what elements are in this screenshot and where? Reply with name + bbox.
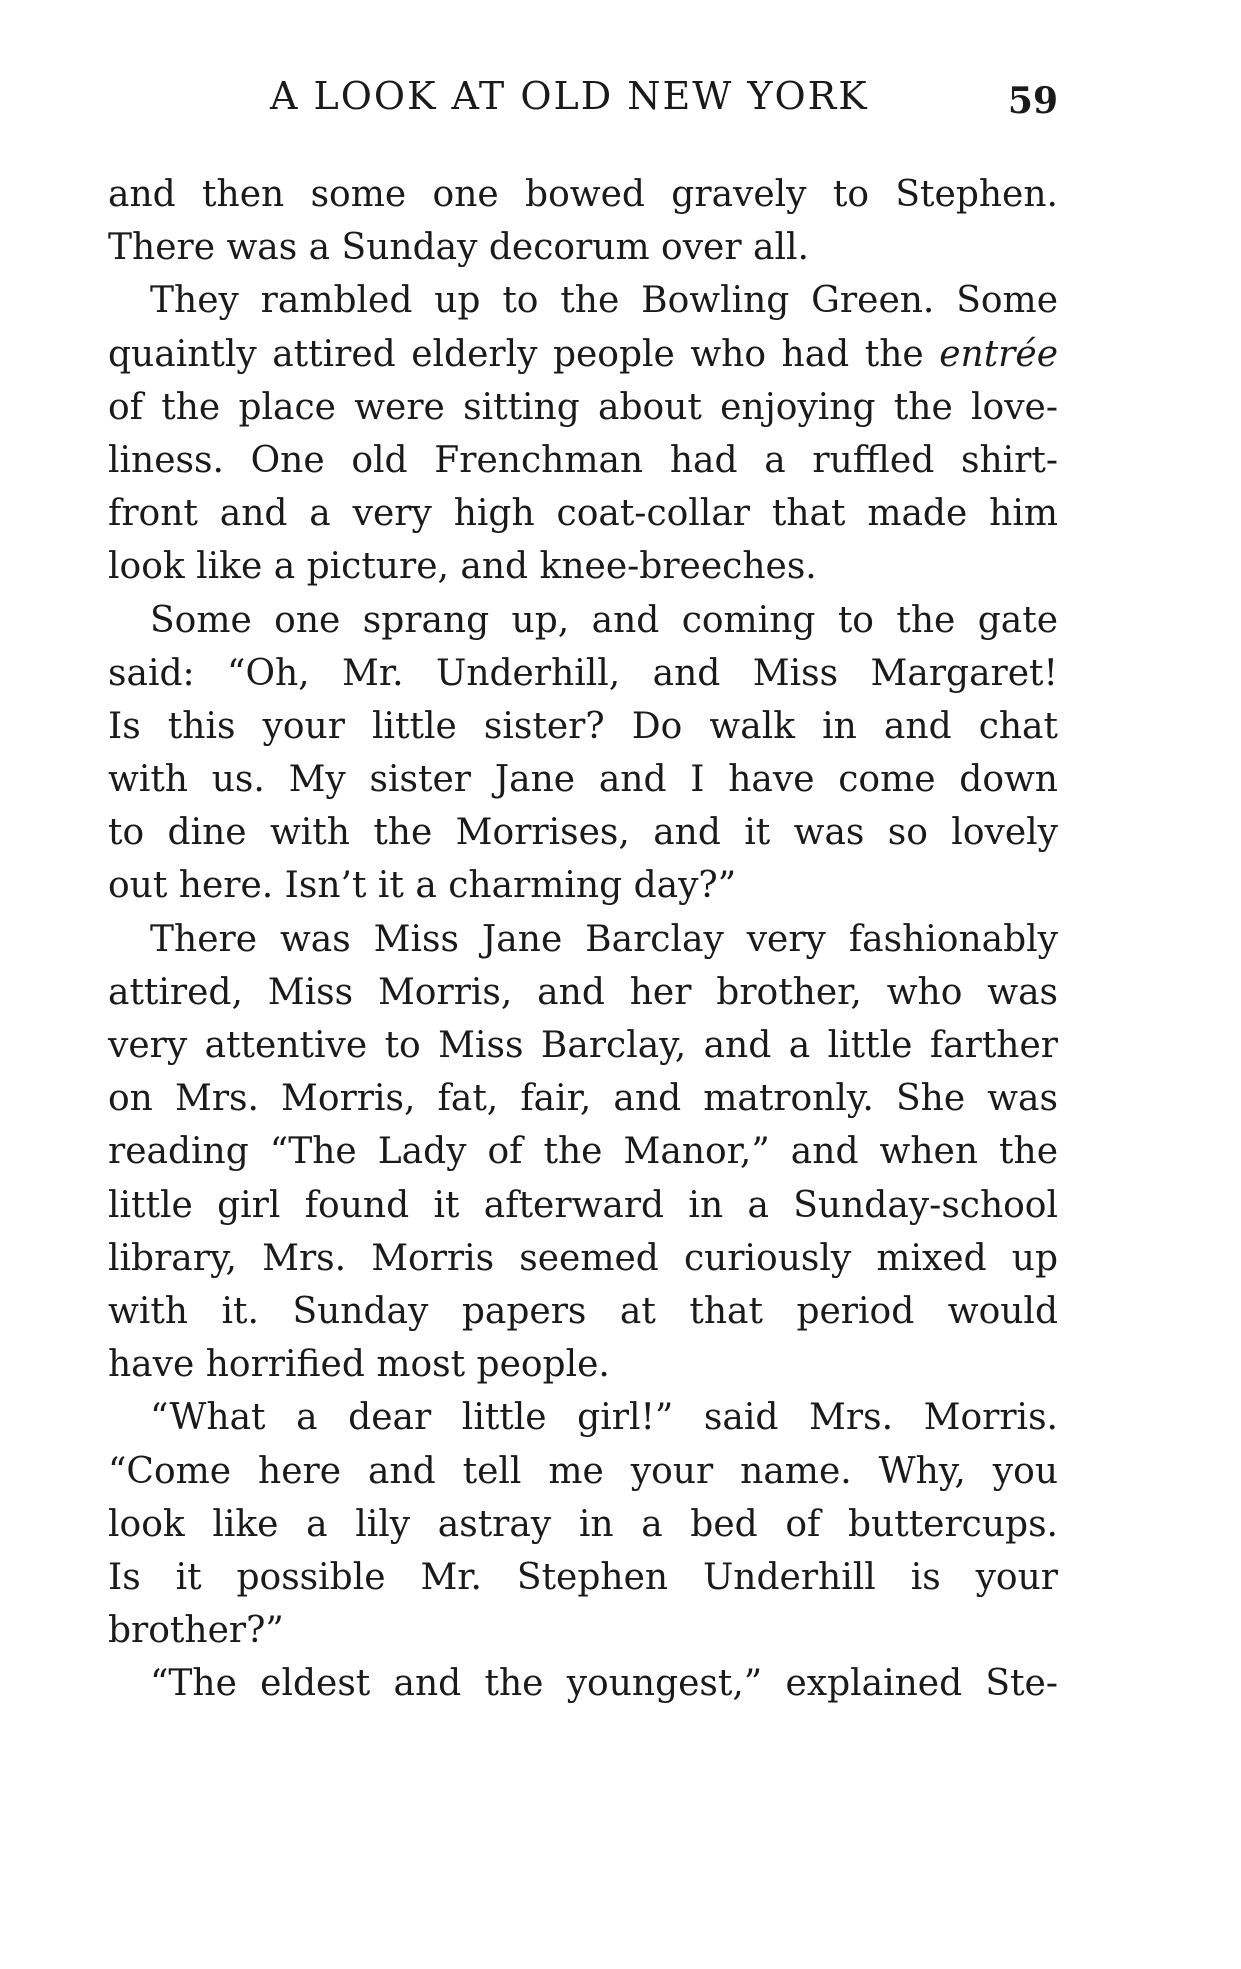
text-line-part: quaintly attired elderly people who had the (108, 333, 924, 375)
text-line: on Mrs. Morris, fat, fair, and matronly. She was (108, 1078, 1058, 1120)
running-title: A LOOK AT OLD NEW YORK (270, 74, 869, 118)
text-line: very attentive to Miss Barclay, and a little farther (108, 1025, 1058, 1066)
text-line: “What a dear little girl!” said Mrs. Morris. (150, 1397, 1058, 1439)
text-line: look like a lily astray in a bed of buttercups. (108, 1503, 1058, 1545)
text-line: There was Miss Jane Barclay very fashionably (150, 918, 1058, 960)
text-line: out here. Isn’t it a charming day?” (108, 865, 737, 907)
text-line: “The eldest and the youngest,” explained Ste- (150, 1663, 1058, 1705)
body-text (108, 168, 1058, 1710)
text-line: front and a very high coat-collar that made him (108, 493, 1058, 535)
text-line: and then some one bowed gravely to Stephen. (108, 174, 1058, 215)
text-line: There was a Sunday decorum over all. (108, 227, 809, 269)
text-line (108, 328, 1058, 381)
text-line: with it. Sunday papers at that period would (108, 1290, 1058, 1332)
text-line: little girl found it afterward in a Sunday-school (108, 1184, 1058, 1226)
text-line: Some one sprang up, and coming to the gate (150, 599, 1058, 641)
page-number: 59 (1007, 80, 1058, 122)
text-line: liness. One old Frenchman had a ruffled shirt- (108, 439, 1058, 481)
text-line: “Come here and tell me your name. Why, you (108, 1450, 1058, 1492)
italic-word: entrée (939, 333, 1058, 375)
text-line: brother?” (108, 1610, 284, 1652)
text-line: said: “Oh, Mr. Underhill, and Miss Margaret! (108, 652, 1058, 694)
text-line: Is it possible Mr. Stephen Underhill is your (108, 1556, 1058, 1598)
text-line: reading “The Lady of the Manor,” and when the (108, 1131, 1058, 1173)
text-line: of the place were sitting about enjoying the love- (108, 386, 1058, 428)
text-line: library, Mrs. Morris seemed curiously mixed up (108, 1237, 1058, 1279)
text-line: with us. My sister Jane and I have come down (108, 759, 1058, 801)
text-line: have horrified most people. (108, 1344, 610, 1386)
text-line: Is this your little sister? Do walk in and chat (108, 705, 1058, 747)
text-line: They rambled up to the Bowling Green. Some (150, 280, 1058, 322)
text-line: look like a picture, and knee-breeches. (108, 546, 817, 588)
text-line: attired, Miss Morris, and her brother, who was (108, 971, 1058, 1013)
text-line: to dine with the Morrises, and it was so lovely (108, 812, 1058, 854)
running-head (108, 74, 1058, 124)
